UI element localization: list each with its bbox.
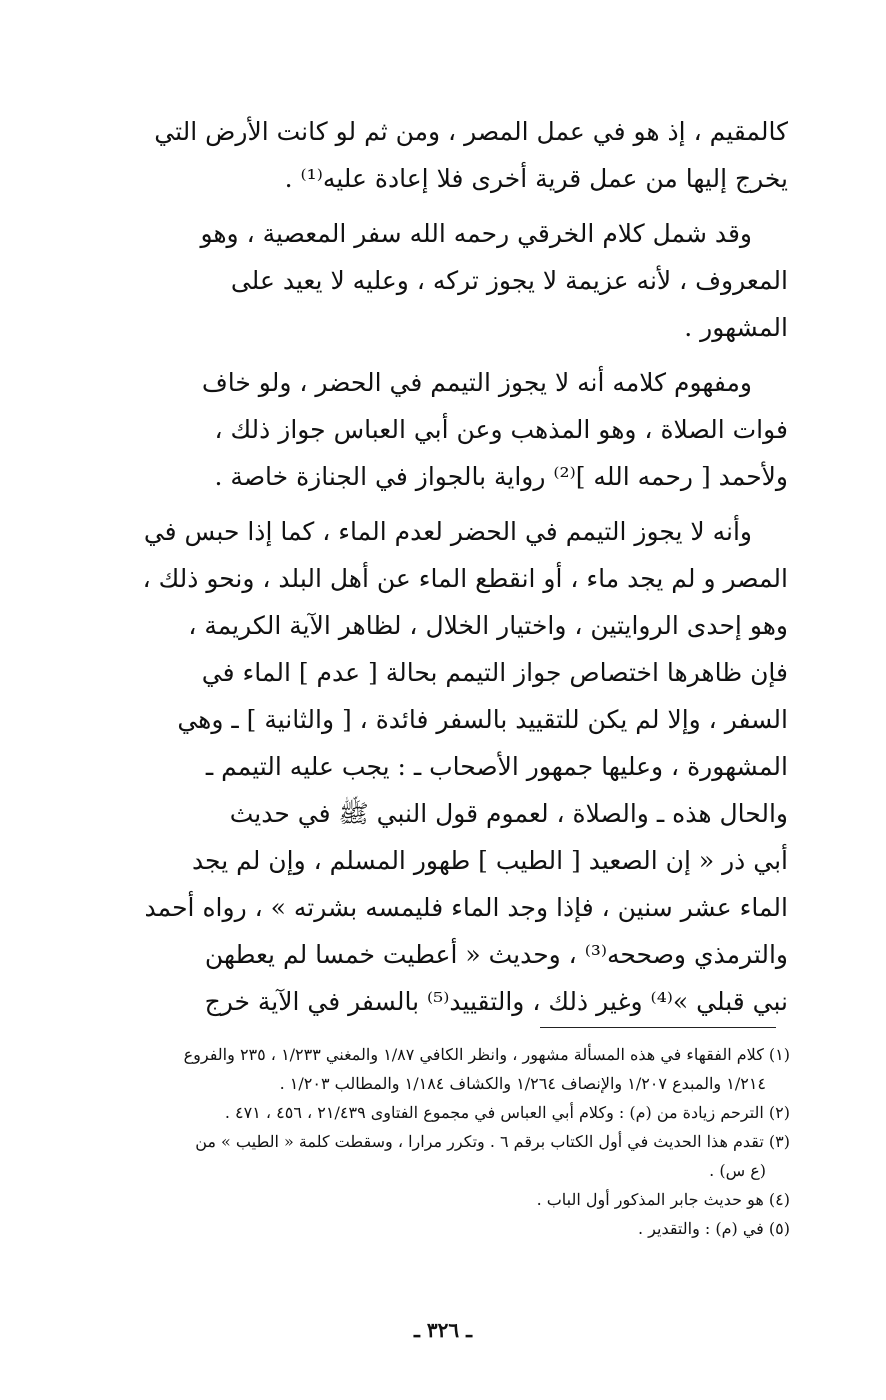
footnote-line: (٢) الترحم زيادة من (م) : وكلام أبي العباس في مجموع الفتاوى ٢١/٤٣٩ ، ٤٥٦ ، ٤٧١ .: [224, 1103, 790, 1122]
text-line: فوات الصلاة ، وهو المذهب وعن أبي العباس جواز ذلك ،: [214, 415, 788, 444]
paragraph-2: [98, 210, 788, 351]
text-line: فإن ظاهرها اختصاص جواز التيمم بحالة [ عدم ] الماء في: [201, 658, 788, 687]
text-line: أبي ذر « إن الصعيد [ الطيب ] طهور المسلم ، وإن لم يجد: [191, 846, 788, 875]
text-line: والترمذي وصححه⁽³⁾ ، وحديث « أعطيت خمسا لم يعطهن: [204, 940, 788, 969]
text-line: وهو إحدى الروايتين ، واختيار الخلال ، لظاهر الآية الكريمة ،: [188, 611, 788, 640]
text-line: نبي قبلي »⁽⁴⁾ وغير ذلك ، والتقييد⁽⁵⁾ بالسفر في الآية خرج: [204, 987, 788, 1016]
text-line: المصر و لم يجد ماء ، أو انقطع الماء عن أهل البلد ، ونحو ذلك ،: [142, 564, 788, 593]
footnote-line: (١) كلام الفقهاء في هذه المسألة مشهور ، وانظر الكافي ١/٨٧ والمغني ١/٢٣٣ ، ٢٣٥ والفروع: [183, 1045, 790, 1064]
text-line: وأنه لا يجوز التيمم في الحضر لعدم الماء ، كما إذا حبس في: [143, 517, 752, 546]
text-line: وقد شمل كلام الخرقي رحمه الله سفر المعصية ، وهو: [200, 219, 752, 248]
text-line: كالمقيم ، إذ هو في عمل المصر ، ومن ثم لو كانت الأرض التي: [154, 117, 788, 146]
paragraph-1: [98, 108, 788, 202]
text-line: الماء عشر سنين ، فإذا وجد الماء فليمسه بشرته » ، رواه أحمد: [144, 893, 788, 922]
text-line: يخرج إليها من عمل قرية أخرى فلا إعادة عليه⁽¹⁾ .: [284, 164, 788, 193]
footnote-line: (٣) تقدم هذا الحديث في أول الكتاب برقم ٦ . وتكرر مرارا ، وسقطت كلمة « الطيب » من: [195, 1132, 790, 1151]
footnotes: [100, 1040, 790, 1243]
text-line: المعروف ، لأنه عزيمة لا يجوز تركه ، وعليه لا يعيد على: [230, 266, 788, 295]
footnote-line: (ع س) .: [709, 1161, 766, 1180]
text-line: والحال هذه ـ والصلاة ، لعموم قول النبي ﷺ في حديث: [229, 799, 788, 828]
text-line: ومفهوم كلامه أنه لا يجوز التيمم في الحضر ، ولو خاف: [201, 368, 752, 397]
text-line: السفر ، وإلا لم يكن للتقييد بالسفر فائدة ، [ والثانية ] ـ وهي: [177, 705, 788, 734]
footnote-line: ١/٢١٤ والمبدع ١/٢٠٧ والإنصاف ١/٢٦٤ والكشاف ١/١٨٤ والمطالب ١/٢٠٣ .: [279, 1074, 766, 1093]
paragraph-3: [98, 359, 788, 500]
footnote-divider: [540, 1027, 776, 1028]
footnote-line: (٤) هو حديث جابر المذكور أول الباب .: [536, 1190, 790, 1209]
page-number: ـ ٣٢٦ ـ: [414, 1318, 472, 1342]
main-text: [98, 108, 788, 1033]
text-line: المشهورة ، وعليها جمهور الأصحاب ـ : يجب عليه التيمم ـ: [205, 752, 788, 781]
text-line: المشهور .: [684, 313, 788, 342]
text-line: ولأحمد [ رحمه الله ]⁽²⁾ رواية بالجواز في الجنازة خاصة .: [214, 462, 788, 491]
paragraph-4: [98, 508, 788, 1025]
footnote-line: (٥) في (م) : والتقدير .: [637, 1219, 790, 1238]
